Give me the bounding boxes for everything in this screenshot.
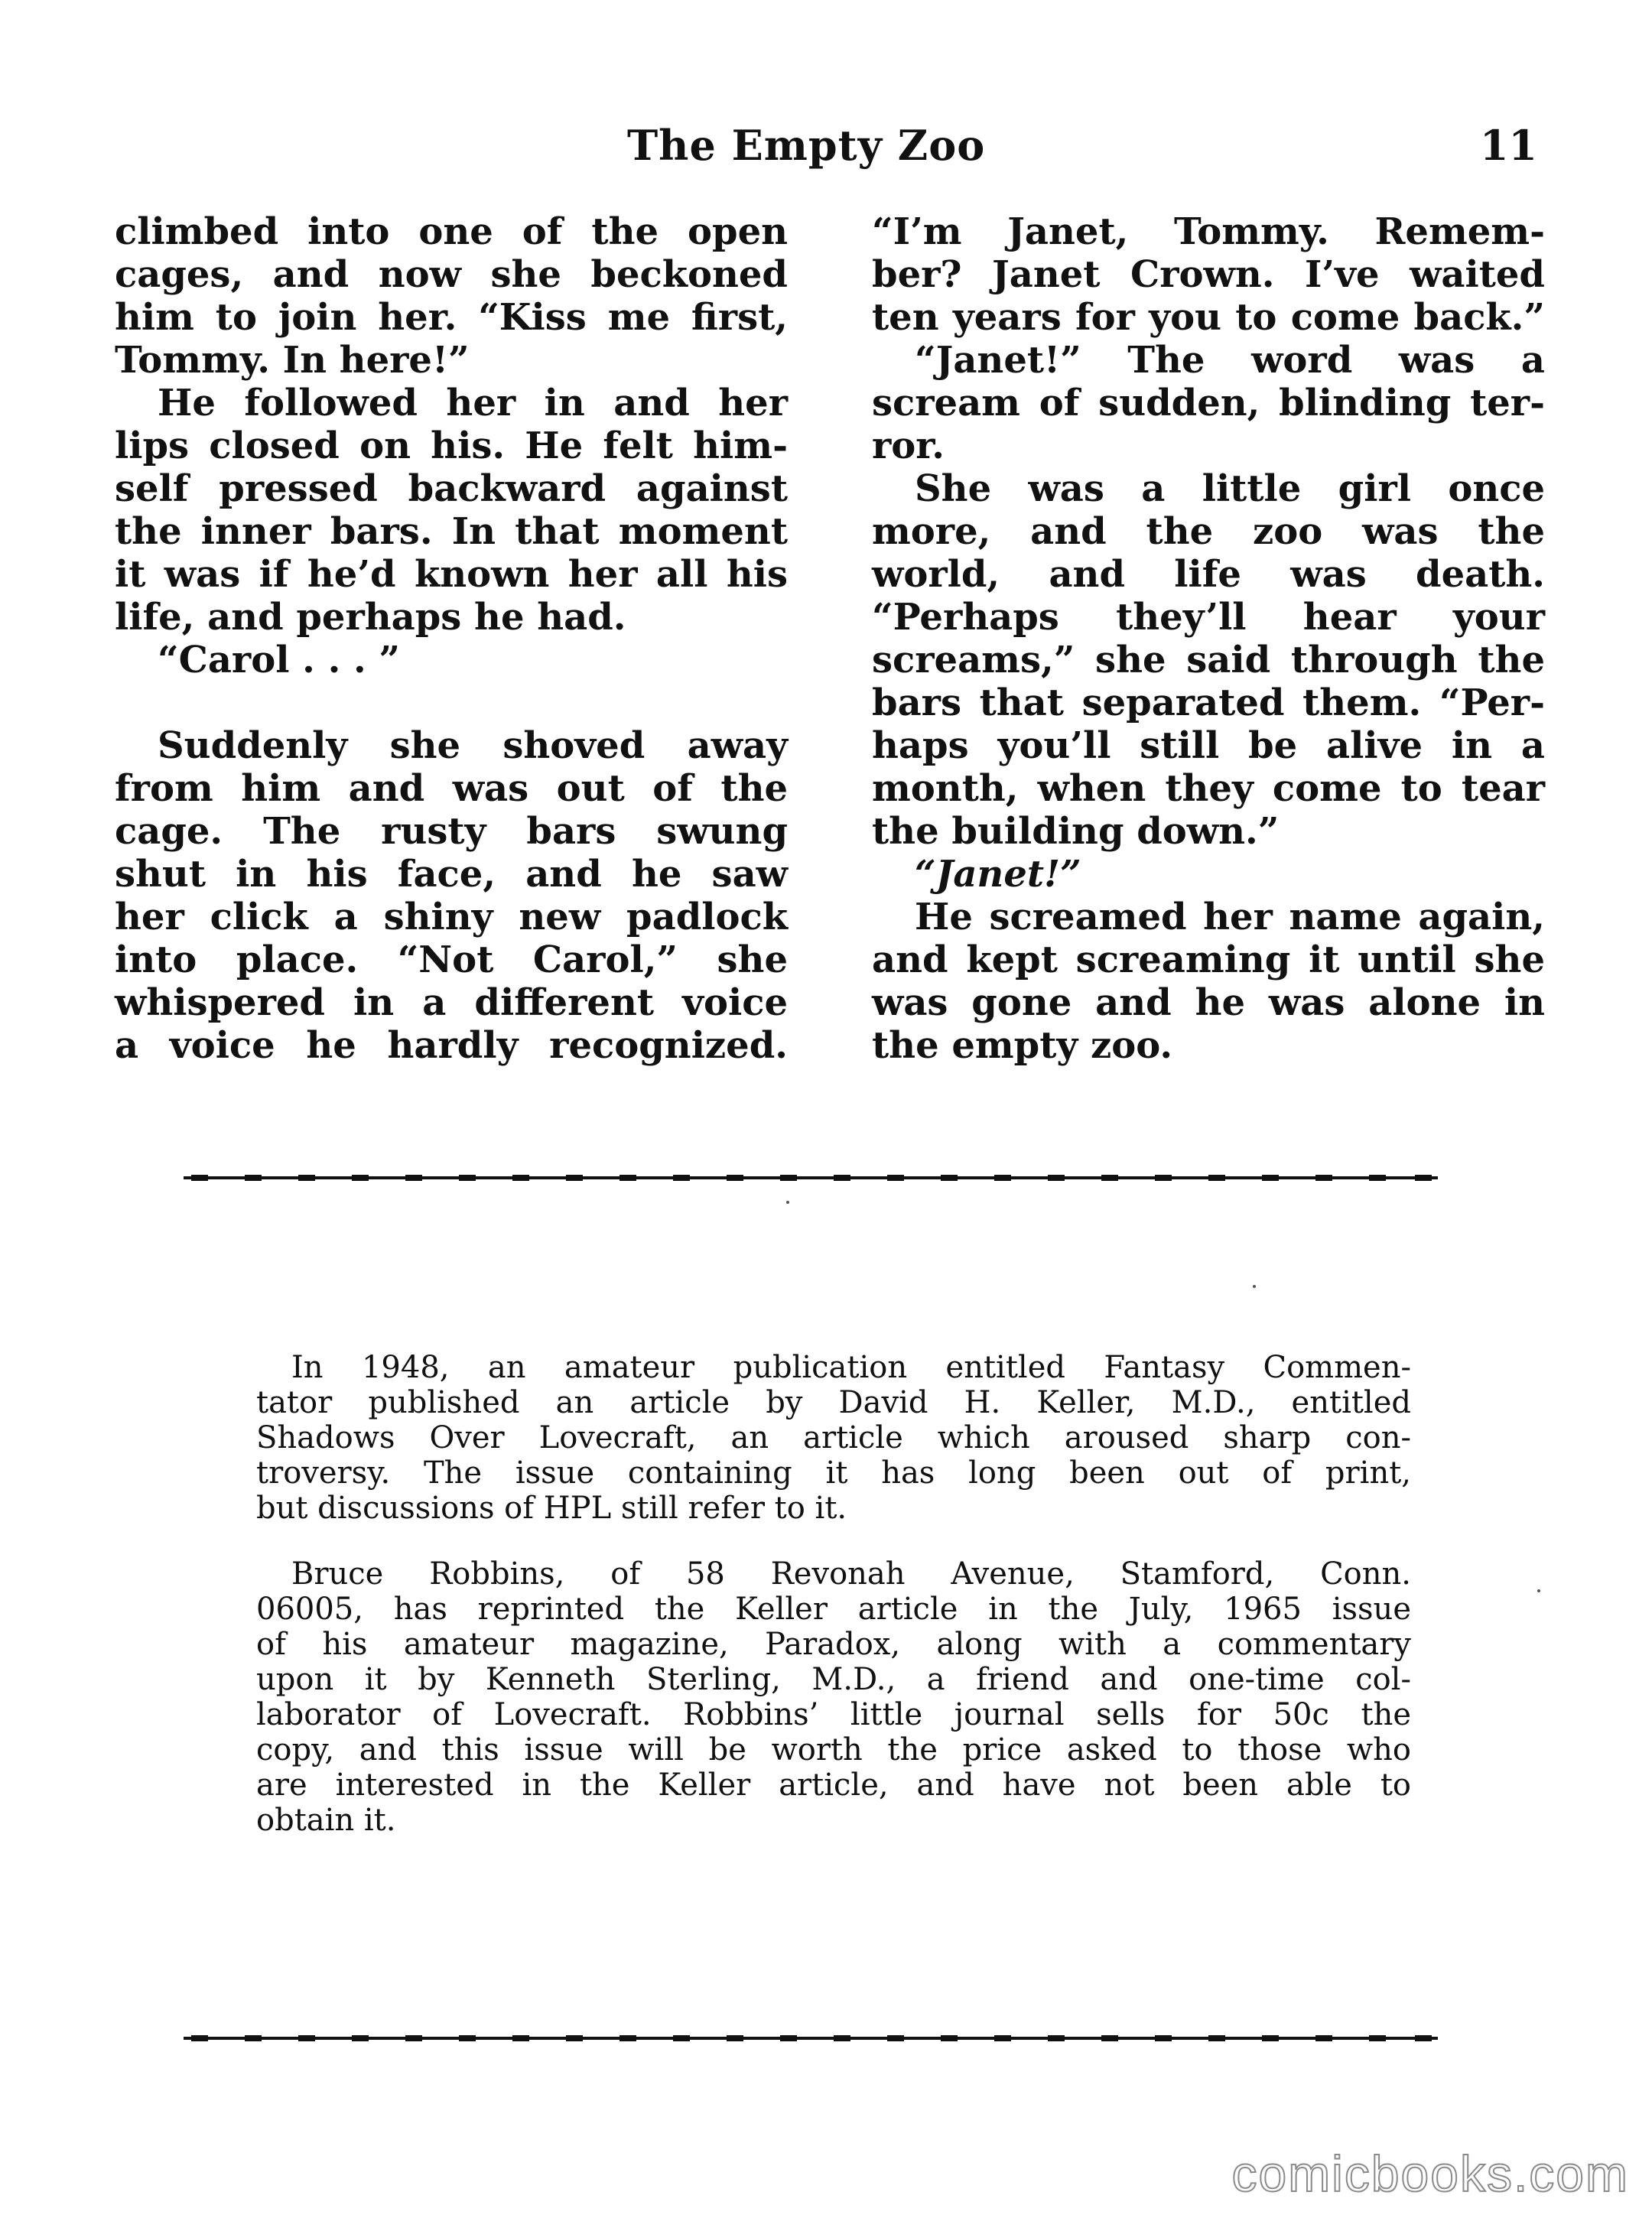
- story-line: lips closed on his. He felt him-: [115, 424, 788, 467]
- story-line: bars that separated them. “Per-: [872, 681, 1545, 724]
- story-line: “I’m Janet, Tommy. Remem-: [872, 210, 1545, 253]
- story-line: Tommy. In here!”: [115, 339, 470, 382]
- story-line: Suddenly she shoved away: [158, 724, 788, 767]
- story-line: climbed into one of the open: [115, 210, 788, 253]
- story-line: him to join her. “Kiss me first,: [115, 296, 788, 339]
- story-line: and kept screaming it until she: [872, 938, 1545, 981]
- editor-note-paragraph-1: [256, 1350, 1411, 1526]
- story-line: a voice he hardly recognized.: [115, 1024, 788, 1067]
- story-line: She was a little girl once: [915, 467, 1545, 510]
- story-line: it was if he’d known her all his: [115, 553, 788, 596]
- story-line: “Janet!”: [915, 853, 1081, 896]
- story-line: haps you’ll still be alive in a: [872, 724, 1545, 767]
- story-line: screams,” she said through the: [872, 639, 1545, 681]
- story-line: from him and was out of the: [115, 767, 788, 810]
- note-line: upon it by Kenneth Sterling, M.D., a friend and one-time col-: [256, 1662, 1411, 1697]
- story-line: cage. The rusty bars swung: [115, 810, 788, 853]
- running-header-title: The Empty Zoo: [627, 121, 986, 170]
- note-line: of his amateur magazine, Paradox, along with a commentary: [256, 1627, 1411, 1662]
- story-line: month, when they come to tear: [872, 767, 1545, 810]
- note-line: copy, and this issue will be worth the price asked to those who: [256, 1732, 1411, 1768]
- page-number: 11: [1479, 121, 1537, 170]
- story-line: whispered in a different voice: [115, 981, 788, 1024]
- story-line: her click a shiny new padlock: [115, 896, 788, 938]
- story-line: He followed her in and her: [158, 382, 788, 424]
- print-speck: [1253, 1285, 1256, 1288]
- story-line: world, and life was death.: [872, 553, 1545, 596]
- story-line: the inner bars. In that moment: [115, 510, 788, 553]
- note-line: laborator of Lovecraft. Robbins’ little journal sells for 50c the: [256, 1697, 1411, 1732]
- decorative-rule-top: [184, 1174, 1438, 1182]
- story-line: “Janet!” The word was a: [915, 339, 1545, 382]
- story-line: the building down.”: [872, 810, 1280, 853]
- story-line: “Carol . . . ”: [158, 639, 401, 681]
- note-line: troversy. The issue containing it has long been out of print,: [256, 1455, 1411, 1491]
- print-speck: [786, 1201, 789, 1204]
- story-column-right: [872, 210, 1545, 1067]
- story-line: ten years for you to come back.”: [872, 296, 1545, 339]
- story-line: the empty zoo.: [872, 1024, 1173, 1067]
- story-line: was gone and he was alone in: [872, 981, 1545, 1024]
- story-line: into place. “Not Carol,” she: [115, 938, 788, 981]
- story-line: more, and the zoo was the: [872, 510, 1545, 553]
- story-line: shut in his face, and he saw: [115, 853, 788, 896]
- story-line: ber? Janet Crown. I’ve waited: [872, 253, 1545, 296]
- story-line: “Perhaps they’ll hear your: [872, 596, 1545, 639]
- note-line: Shadows Over Lovecraft, an article which aroused sharp con-: [256, 1420, 1411, 1455]
- story-line: scream of sudden, blinding ter-: [872, 382, 1545, 424]
- story-line: ror.: [872, 424, 945, 467]
- print-speck: [1537, 1589, 1540, 1592]
- story-line: He screamed her name again,: [915, 896, 1545, 938]
- note-line: obtain it.: [256, 1803, 396, 1838]
- note-line: tator published an article by David H. Keller, M.D., entitled: [256, 1385, 1411, 1420]
- section-break: [115, 681, 788, 724]
- note-line: 06005, has reprinted the Keller article in the July, 1965 issue: [256, 1592, 1411, 1627]
- editor-note-paragraph-2: [256, 1556, 1411, 1838]
- story-line: life, and perhaps he had.: [115, 596, 626, 639]
- note-line: but discussions of HPL still refer to it.: [256, 1491, 847, 1526]
- story-line: cages, and now she beckoned: [115, 253, 788, 296]
- watermark-logo: comicbooks.com: [1231, 2145, 1629, 2202]
- note-line: In 1948, an amateur publication entitled Fantasy Commen-: [291, 1350, 1411, 1385]
- story-column-left: [115, 210, 788, 1067]
- note-line: are interested in the Keller article, and have not been able to: [256, 1768, 1411, 1803]
- note-line: Bruce Robbins, of 58 Revonah Avenue, Stamford, Conn.: [291, 1556, 1411, 1592]
- decorative-rule-bottom: [184, 2034, 1438, 2042]
- story-line: self pressed backward against: [115, 467, 788, 510]
